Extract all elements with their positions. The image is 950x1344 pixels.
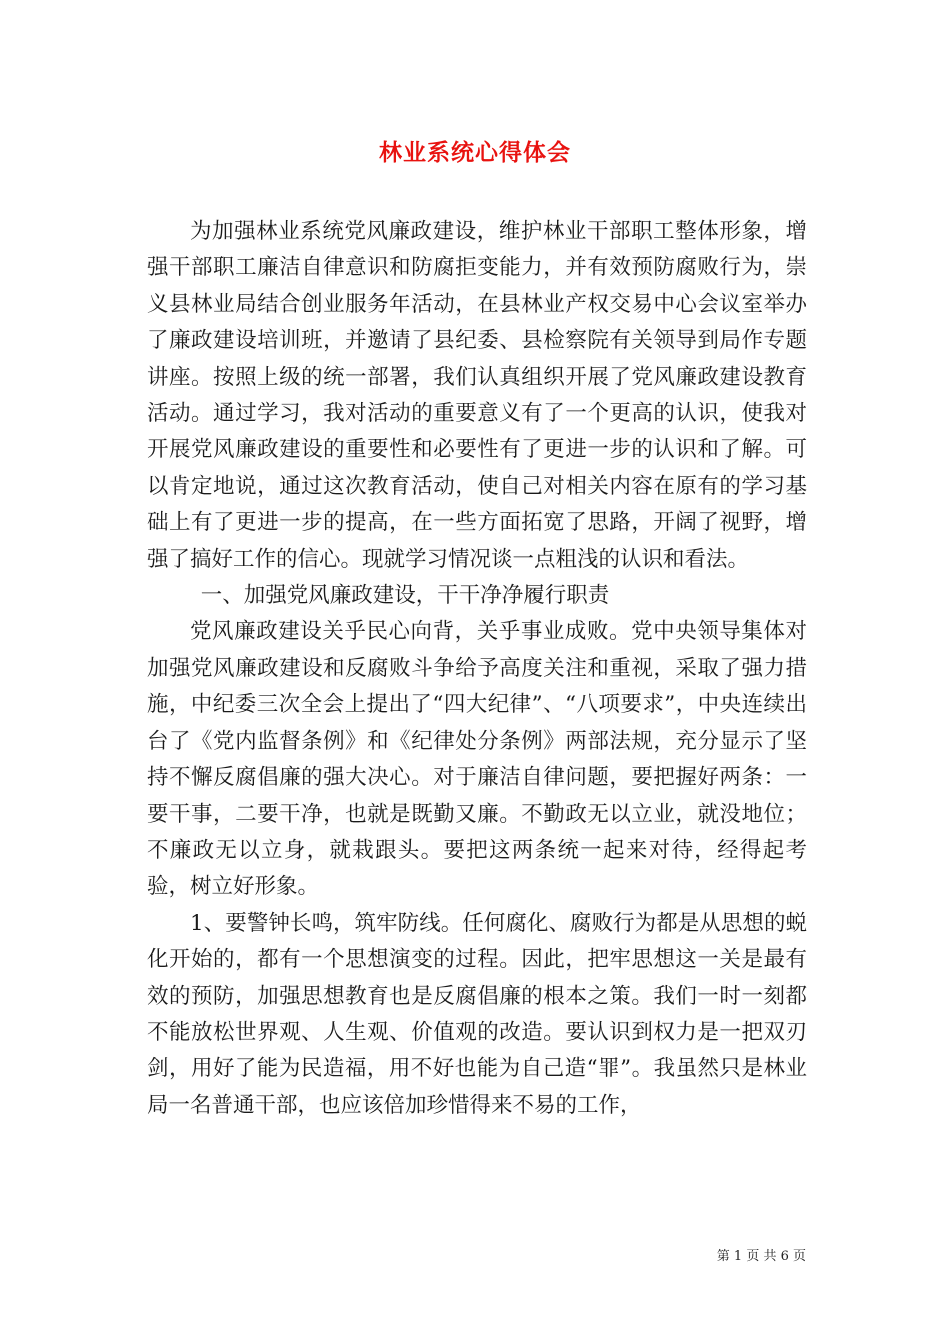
intro-paragraph: 为加强林业系统党风廉政建设，维护林业干部职工整体形象，增强干部职工廉洁自律意识和防腐拒变能力，并有效预防腐败行为，崇义县林业局结合创业服务年活动，在县林业产权交易中心会议室举办了廉政建设培训班，并邀请了县纪委、县检察院有关领导到局作专题讲座。按照上级的统一部署，我们认真组织开展了党风廉政建设教育活动。通过学习，我对活动的重要意义有了一个更高的认识，使我对开展党风廉政建设的重要性和必要性有了更进一步的认识和了解。可以肯定地说，通过这次教育活动，使自己对相关内容在原有的学习基础上有了更进一步的提高，在一些方面拓宽了思路，开阔了视野，增强了搞好工作的信心。现就学习情况谈一点粗浅的认识和看法。 [147,219,807,572]
section-heading: 一、加强党风廉政建设，干干净净履行职责 [200,583,610,609]
document-body [147,214,807,1124]
section-paragraph: 党风廉政建设关乎民心向背，关乎事业成败。党中央领导集体对加强党风廉政建设和反腐败斗争给予高度关注和重视，采取了强力措施，中纪委三次全会上提出了“四大纪律”、“八项要求”，中央连续出台了《党内监督条例》和《纪律处分条例》两部法规，充分显示了坚持不懈反腐倡廉的强大决心。对于廉洁自律问题，要把握好两条：一要干事，二要干净，也就是既勤又廉。不勤政无以立业，就没地位；不廉政无以立身，就栽跟头。要把这两条统一起来对待，经得起考验，树立好形象。 [147,619,807,900]
page-number: 第 1 页 共 6 页 [716,1249,806,1264]
point-paragraph: 1、要警钟长鸣，筑牢防线。任何腐化、腐败行为都是从思想的蜕化开始的，都有一个思想演变的过程。因此，把牢思想这一关是最有效的预防，加强思想教育也是反腐倡廉的根本之策。我们一时一刻都不能放松世界观、人生观、价值观的改造。要认识到权力是一把双刃剑，用好了能为民造福，用不好也能为自己造“罪”。我虽然只是林业局一名普通干部，也应该倍加珍惜得来不易的工作， [147,910,807,1118]
document-title: 林业系统心得体会 [379,140,571,166]
